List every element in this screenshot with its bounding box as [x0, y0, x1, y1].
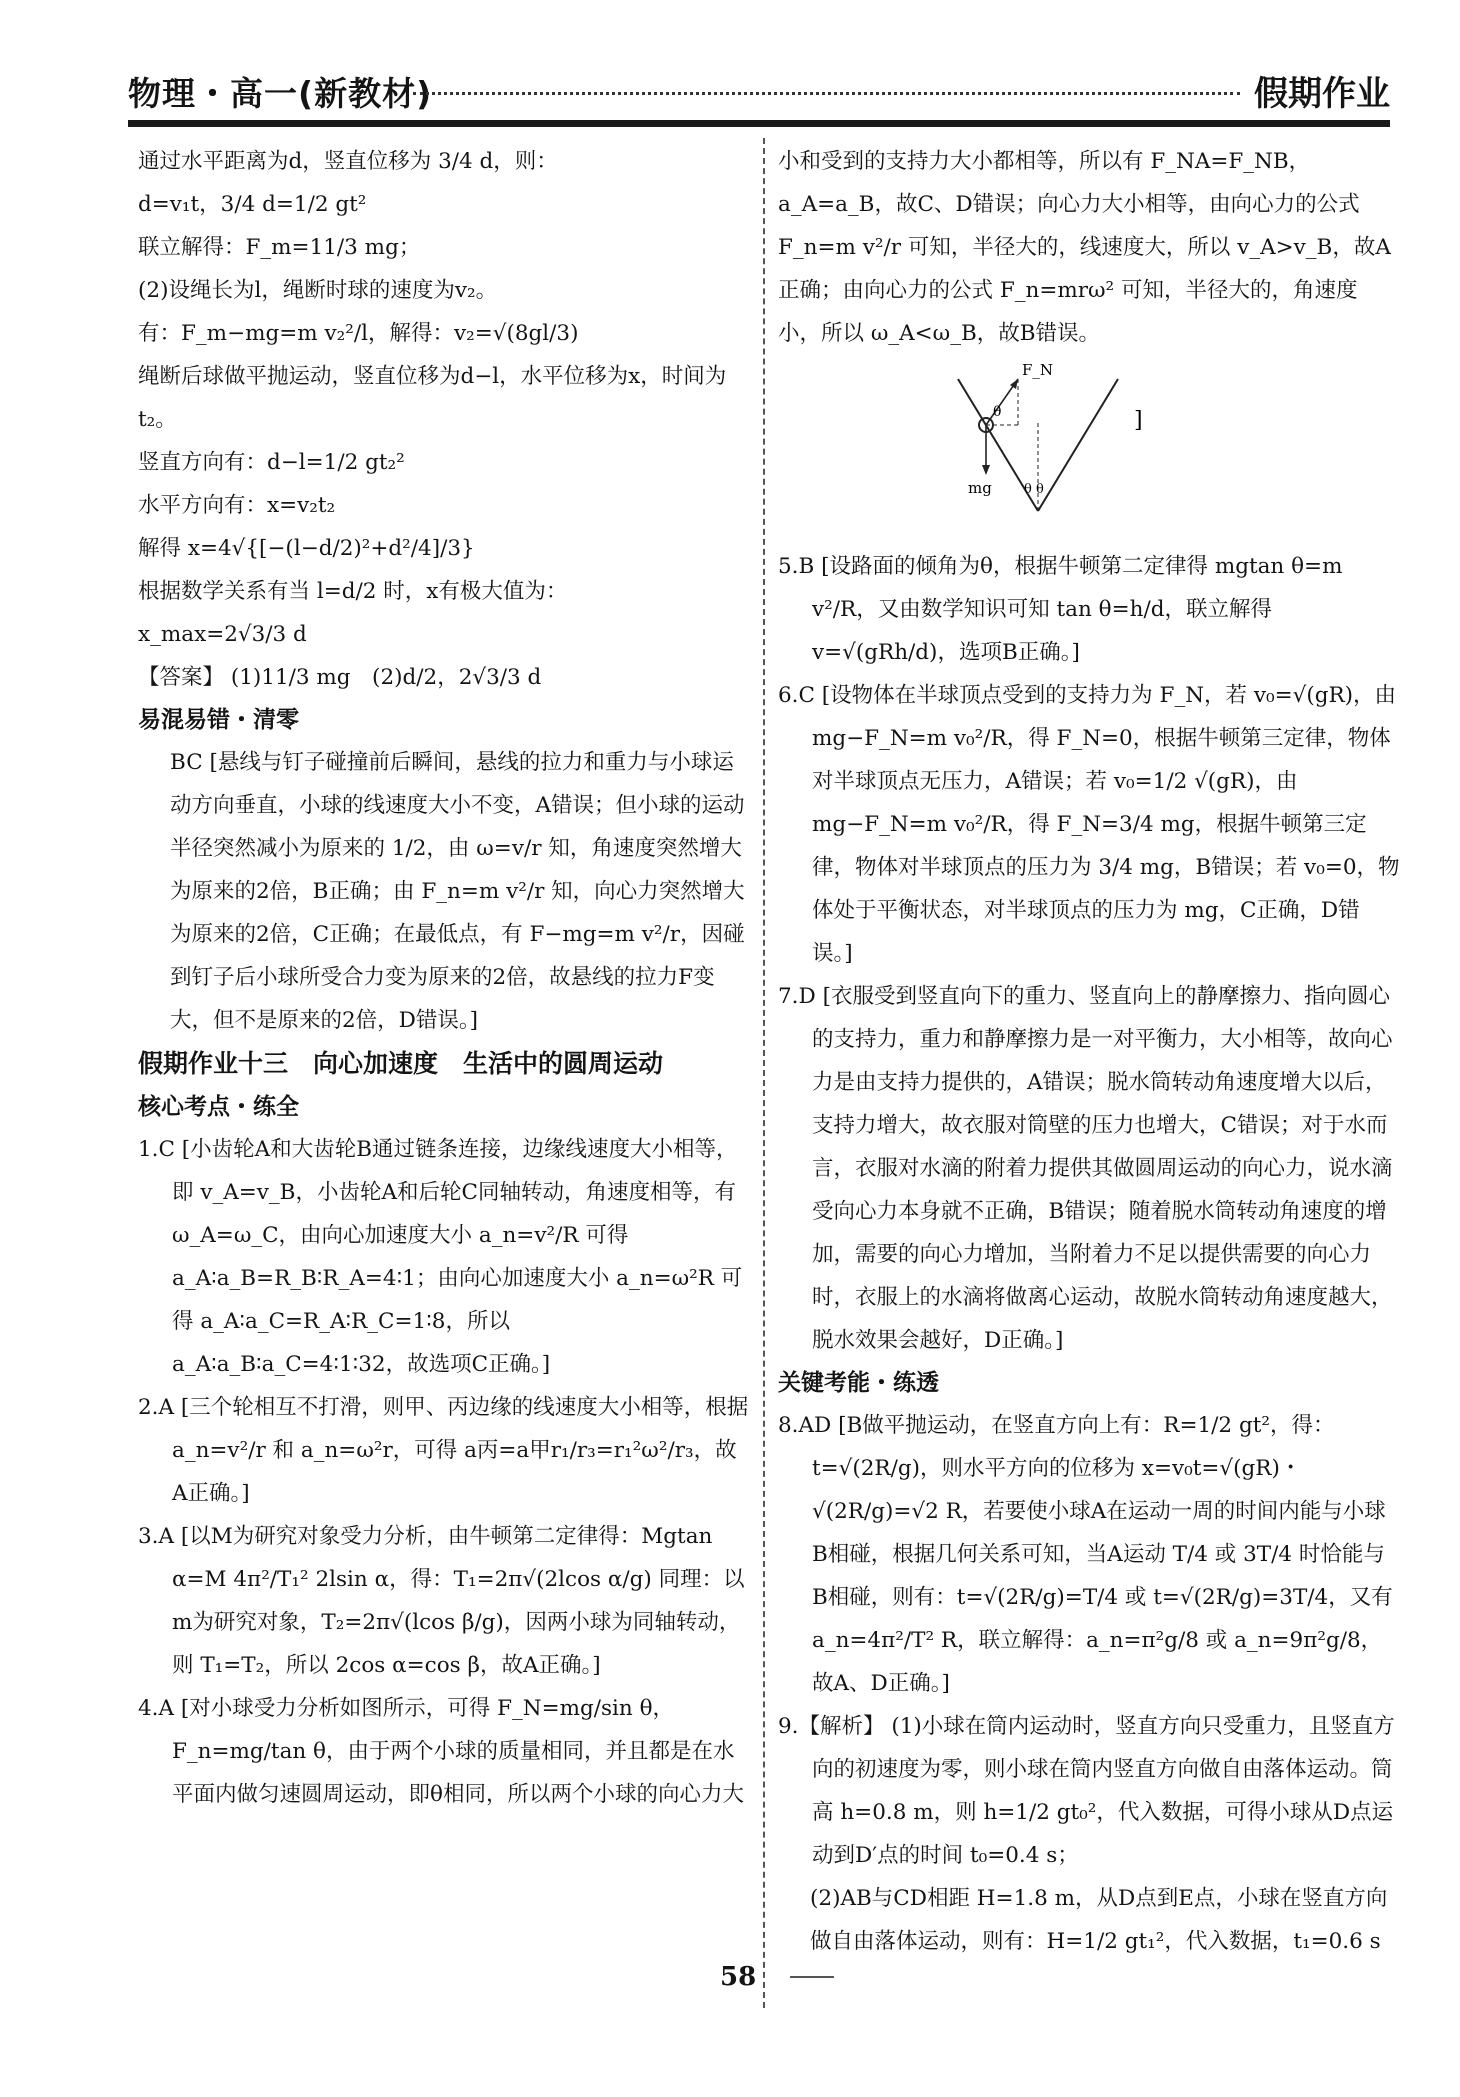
text-paragraph: 7.D [衣服受到竖直向下的重力、竖直向上的静摩擦力、指向圆心的支持力，重力和静摩擦力是一对平衡力，大小相等，故向心力是由支持力提供的，A错误；脱水筒转动角速度增大以后，支持力增大，故衣服对筒壁的压力也增大，C错误；对于水而言，衣服对水滴的附着力提供其做圆周运动的向心力，说水滴受向心力本身就不正确，B错误；随着脱水筒转动角速度的增加，需要的向心力增加，当附着力不足以提供需要的向心力时，衣服上的水滴将做离心运动，故脱水筒转动角速度越大，脱水效果会越好，D正确。]	[778, 984, 1393, 1353]
section-heading: 易混易错・清零	[138, 707, 299, 733]
section-heading: 假期作业十三 向心加速度 生活中的圆周运动	[138, 1049, 664, 1078]
bracket-close: ]	[1134, 408, 1143, 433]
text-paragraph: 8.AD [B做平抛运动，在竖直方向上有：R=1/2 gt²，得：t=√(2R/g)，则水平方向的位移为 x=v₀t=√(gR)・√(2R/g)=√2 R，若要使小球A在运动一周的时间内能与小球B相碰，根据几何关系可知，当A运动 T/4 或 3T/4 时恰能与B相碰，则有：t=√(2R/g)=T/4 或 t=√(2R/g)=3T/4，又有 a_n=4π²/T² R，联立解得：a_n=π²g/8 或 a_n=9π²g/8，故A、D正确。]	[778, 1413, 1400, 1696]
text-paragraph: 解得 x=4√{[−(l−d/2)²+d²/4]/3}	[138, 536, 475, 561]
text-paragraph: 9.【解析】 (1)小球在筒内运动时，竖直方向只受重力，且竖直方向的初速度为零，则小球在筒内竖直方向做自由落体运动。筒高 h=0.8 m，则 h=1/2 gt₀²，代入数据，可得小球从D点运动到D′点的时间 t₀=0.4 s；	[778, 1714, 1395, 1868]
page-number-dash	[790, 1976, 834, 1978]
text-paragraph: 1.C [小齿轮A和大齿轮B通过链条连接，边缘线速度大小相等，即 v_A=v_B，小齿轮A和后轮C同轴转动，角速度相等，有 ω_A=ω_C，由向心加速度大小 a_n=v²/R 可得 a_A∶a_B=R_B∶R_A=4∶1；由向心加速度大小 a_n=ω²R 可得 a_A∶a_C=R_A∶R_C=1∶8，所以 a_A∶a_B∶a_C=4∶1∶32，故选项C正确。]	[138, 1137, 743, 1377]
header-rule	[128, 120, 1390, 127]
page-header	[128, 62, 1390, 122]
text-paragraph: 竖直方向有：d−l=1/2 gt₂²	[138, 450, 405, 475]
section-heading: 核心考点・练全	[138, 1094, 299, 1120]
mg-label: mg	[968, 479, 992, 497]
header-dotted-line	[413, 92, 1240, 95]
theta-label: θ	[993, 404, 1002, 420]
header-subject: 物理・高一(新教材)	[128, 74, 433, 113]
text-paragraph: 通过水平距离为d，竖直位移为 3/4 d，则：	[138, 149, 558, 174]
text-paragraph: 4.A [对小球受力分析如图所示，可得 F_N=mg/sin θ，F_n=mg/tan θ，由于两个小球的质量相同，并且都是在水平面内做匀速圆周运动，即θ相同，所以两个小球的向心力大	[138, 1696, 744, 1807]
text-paragraph: 联立解得：F_m=11/3 mg；	[138, 235, 421, 260]
bottom-angle-label: θ θ	[1024, 482, 1044, 497]
right-column-bottom	[778, 545, 1403, 1963]
gravity-arrowhead	[982, 465, 990, 475]
text-paragraph: 6.C [设物体在半球顶点受到的支持力为 F_N，若 v₀=√(gR)，由 mg−F_N=m v₀²/R，得 F_N=0，根据牛顿第三定律，物体对半球顶点无压力，A错误；若 v₀=1/2 √(gR)，由 mg−F_N=m v₀²/R，得 F_N=3/4 mg，根据牛顿第三定律，物体对半球顶点的压力为 3/4 mg，B错误；若 v₀=0，物体处于平衡状态，对半球顶点的压力为 mg，C正确，D错误。]	[778, 683, 1403, 966]
text-paragraph: 根据数学关系有当 l=d/2 时，x有极大值为：	[138, 579, 568, 604]
text-paragraph: 3.A [以M为研究对象受力分析，由牛顿第二定律得：Mgtan α=M 4π²/T₁² 2lsin α，得：T₁=2π√(2lcos α/g) 同理：以m为研究对象，T₂=2π√(lcos β/g)，因两小球为同轴转动，则 T₁=T₂，所以 2cos α=cos β，故A正确。]	[138, 1524, 745, 1678]
text-paragraph: d=v₁t，3/4 d=1/2 gt²	[138, 192, 367, 217]
header-title: 假期作业	[1254, 74, 1390, 114]
force-diagram	[938, 361, 1238, 531]
left-column	[138, 140, 756, 1816]
right-column-top	[778, 140, 1400, 355]
text-paragraph: 2.A [三个轮相互不打滑，则甲、丙边缘的线速度大小相等，根据 a_n=v²/r 和 a_n=ω²r，可得 a丙=a甲r₁/r₃=r₁²ω²/r₃，故A正确。]	[138, 1395, 756, 1506]
text-paragraph: BC [悬线与钉子碰撞前后瞬间，悬线的拉力和重力与小球运动方向垂直，小球的线速度大小不变，A错误；但小球的运动半径突然减小为原来的 1/2，由 ω=v/r 知，角速度突然增大为原来的2倍，B正确；由 F_n=m v²/r 知，向心力突然增大为原来的2倍，C正确；在最低点，有 F−mg=m v²/r，因碰到钉子后小球所受合力变为原来的2倍，故悬线的拉力F变大，但不是原来的2倍，D错误。]	[170, 750, 745, 1033]
text-paragraph: (2)设绳长为l，绳断时球的速度为v₂。	[138, 278, 498, 303]
text-paragraph: x_max=2√3/3 d	[138, 622, 307, 647]
text-paragraph: 绳断后球做平抛运动，竖直位移为d−l，水平位移为x，时间为t₂。	[138, 364, 727, 432]
text-paragraph: 有：F_m−mg=m v₂²/l，解得：v₂=√(8gl/3)	[138, 321, 579, 346]
column-divider	[763, 138, 765, 2008]
text-paragraph: 小和受到的支持力大小都相等，所以有 F_NA=F_NB，a_A=a_B，故C、D错误；向心力大小相等，由向心力的公式 F_n=m v²/r 可知，半径大的，线速度大，所以 v_A>v_B，故A正确；由向心力的公式 F_n=mrω² 可知，半径大的，角速度小，所以 ω_A<ω_B，故B错误。	[778, 149, 1391, 346]
text-paragraph: 5.B [设路面的倾角为θ，根据牛顿第二定律得 mgtan θ=m v²/R，又由数学知识可知 tan θ=h/d，联立解得 v=√(gRh/d)，选项B正确。]	[778, 554, 1350, 665]
section-heading: 关键考能・练透	[778, 1370, 939, 1396]
text-paragraph: 水平方向有：x=v₂t₂	[138, 493, 336, 518]
text-paragraph: 【答案】 (1)11/3 mg (2)d/2，2√3/3 d	[138, 665, 542, 690]
cone-wall-right	[1038, 379, 1118, 511]
page-number: 58	[720, 1962, 757, 1992]
text-paragraph: (2)AB与CD相距 H=1.8 m，从D点到E点，小球在竖直方向做自由落体运动，则有：H=1/2 gt₁²，代入数据，t₁=0.6 s	[810, 1886, 1388, 1954]
right-column	[778, 140, 1403, 1963]
fn-label: F_N	[1022, 361, 1054, 379]
